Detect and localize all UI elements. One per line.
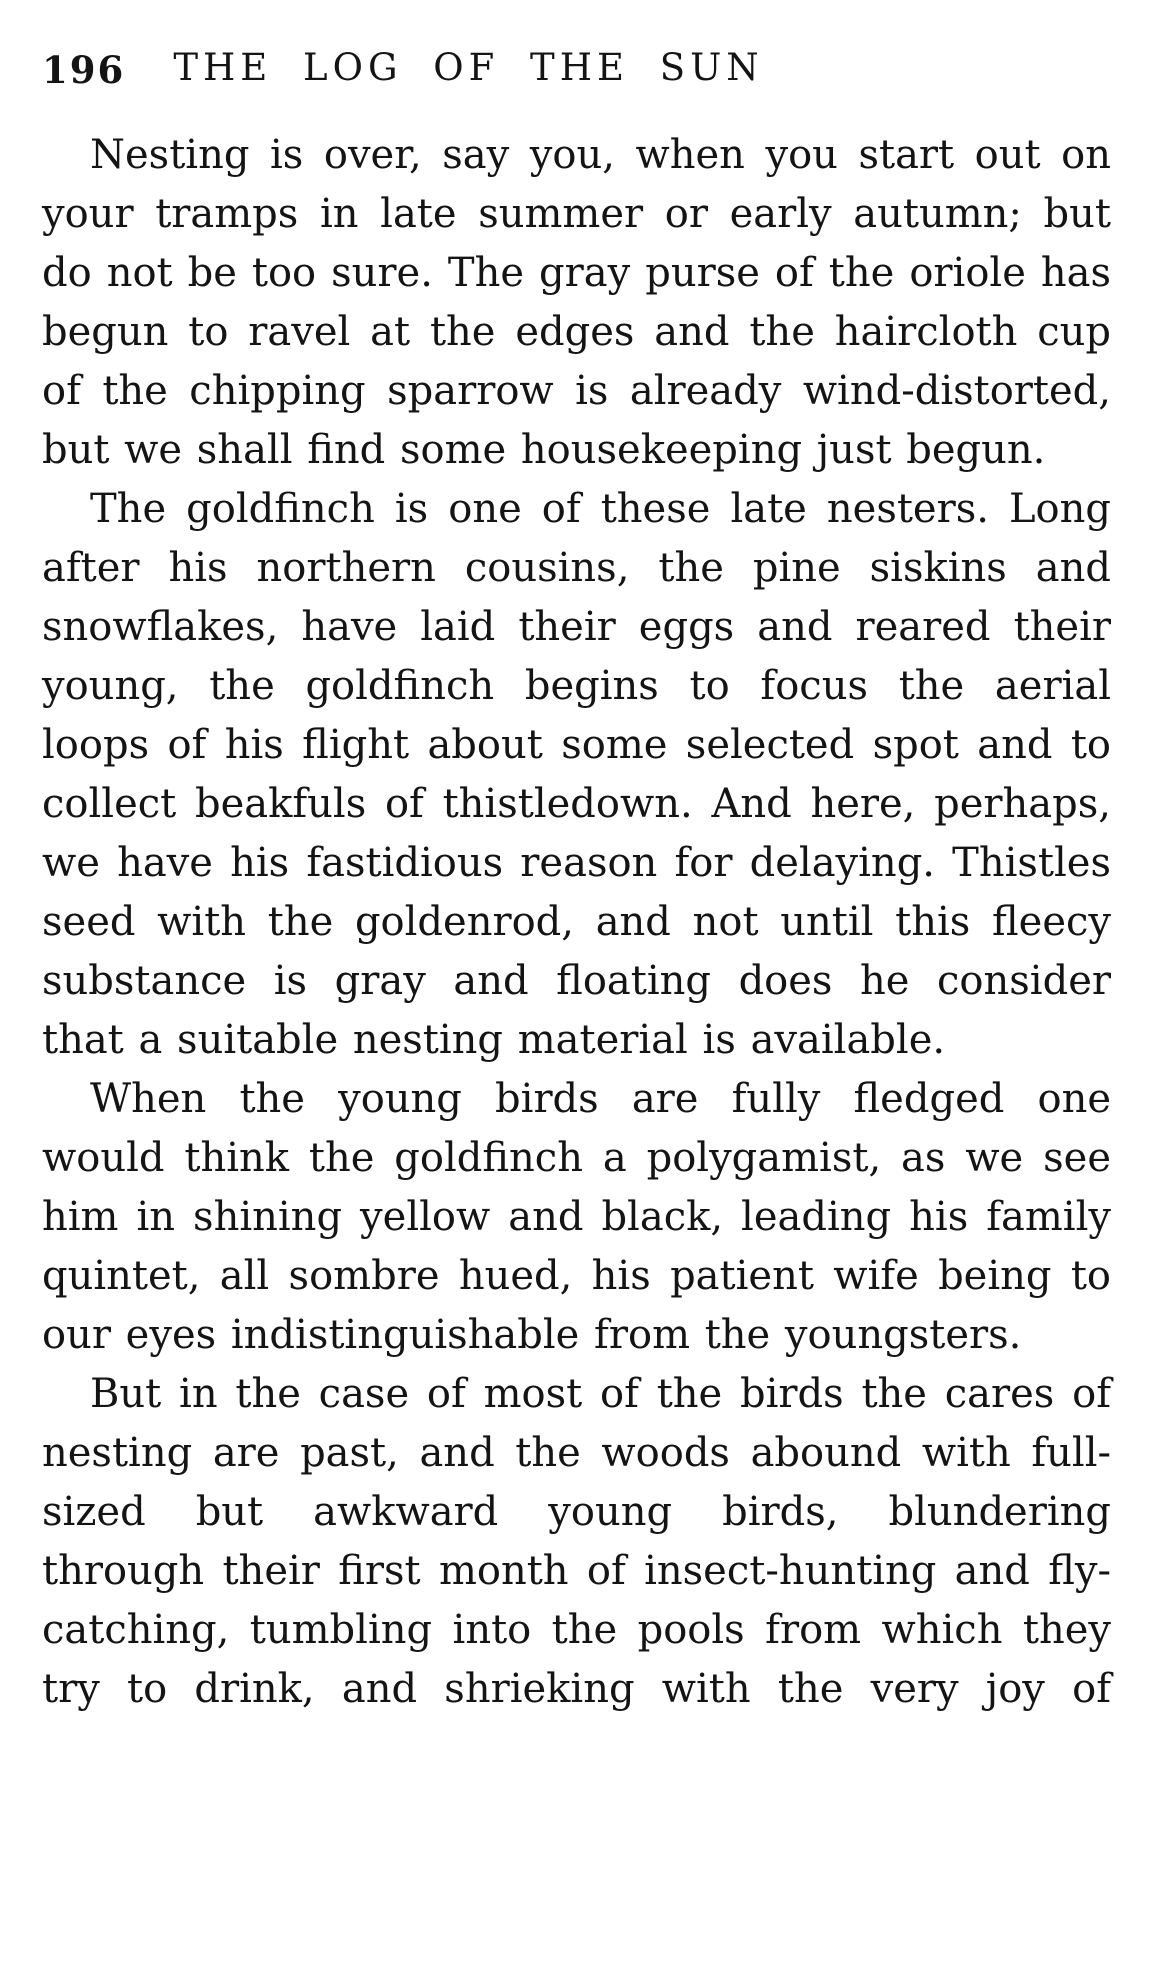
running-title: THE LOG OF THE SUN	[173, 46, 764, 89]
paragraph: The goldfinch is one of these late nesters. Long after his northern cousins, the pine siskins and snowflakes, have laid their eggs and reared their young, the goldfinch begins to focus the aerial loops of his flight about some selected spot and to collect beakfuls of thistledown. And here, perhaps, we have his fastidious reason for delaying. Thistles seed with the goldenrod, and not until this fleecy substance is gray and floating does he consider that a suitable nesting material is available.	[42, 486, 1111, 1063]
page-header	[42, 46, 1111, 102]
paragraph: When the young birds are fully fledged one would think the goldfinch a polygamist, as we see him in shining yellow and black, leading his family quintet, all sombre hued, his patient wife being to our eyes indistinguishable from the youngsters.	[42, 1076, 1111, 1358]
page-number: 196	[42, 48, 126, 92]
paragraph: But in the case of most of the birds the cares of nesting are past, and the woods abound with full-sized but awkward young birds, blundering through their first month of insect-hunting and fly-catching, tumbling into the pools from which they try to drink, and shrieking with the very joy of	[42, 1371, 1111, 1712]
page-body	[42, 126, 1111, 1719]
paragraph: Nesting is over, say you, when you start out on your tramps in late summer or early autumn; but do not be too sure. The gray purse of the oriole has begun to ravel at the edges and the haircloth cup of the chipping sparrow is already wind-distorted, but we shall find some housekeeping just begun.	[42, 132, 1111, 473]
